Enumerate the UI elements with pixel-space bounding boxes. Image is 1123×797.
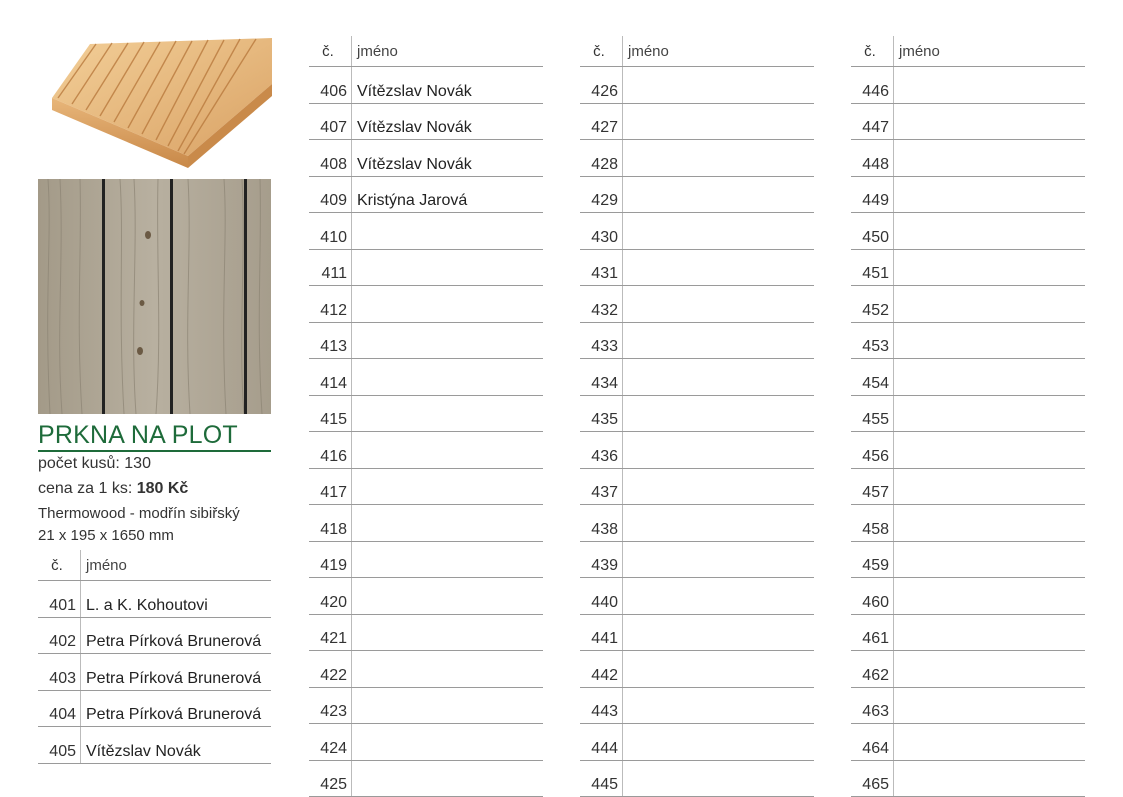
row-name [894,176,1086,213]
table-row [580,322,814,359]
row-name [894,687,1086,724]
row-number: 462 [851,651,894,688]
row-number: 422 [309,651,352,688]
table-row [309,541,543,578]
row-name [623,249,815,286]
row-number: 444 [580,724,623,761]
table-row [580,468,814,505]
table-row [309,614,543,651]
row-number: 437 [580,468,623,505]
table-row [309,395,543,432]
row-name [352,322,544,359]
row-name [352,432,544,469]
table-row [580,724,814,761]
row-number: 431 [580,249,623,286]
table-row [580,249,814,286]
table-row [851,432,1085,469]
row-name [623,176,815,213]
table-row [851,322,1085,359]
table-row [851,541,1085,578]
table-row [309,687,543,724]
row-number: 443 [580,687,623,724]
row-number: 417 [309,468,352,505]
header-num: č. [851,36,894,67]
row-number: 451 [851,249,894,286]
table-row [309,724,543,761]
table-row [580,651,814,688]
row-number: 446 [851,67,894,104]
row-name: Vítězslav Novák [81,727,272,764]
row-number: 433 [580,322,623,359]
table-row [580,614,814,651]
table-row [851,359,1085,396]
table-row [580,578,814,615]
row-number: 461 [851,614,894,651]
row-number: 402 [38,617,81,654]
table-row [851,103,1085,140]
table-row [580,176,814,213]
row-number: 432 [580,286,623,323]
plank-texture-image [38,179,271,414]
row-number: 464 [851,724,894,761]
row-name [894,505,1086,542]
row-name [623,687,815,724]
table-row [309,760,543,797]
header-name: jméno [352,36,544,67]
row-number: 410 [309,213,352,250]
row-number: 458 [851,505,894,542]
row-number: 455 [851,395,894,432]
table-row [580,140,814,177]
row-name [623,140,815,177]
row-name [352,213,544,250]
row-number: 454 [851,359,894,396]
table-row [38,654,271,691]
header-name: jméno [81,550,272,581]
row-number: 459 [851,541,894,578]
table-row [309,103,543,140]
row-number: 414 [309,359,352,396]
row-number: 426 [580,67,623,104]
row-name [894,395,1086,432]
piece-count: počet kusů: 130 [38,455,151,472]
table-row [309,67,543,104]
table-row [851,724,1085,761]
row-name [623,359,815,396]
row-name [352,651,544,688]
table-row [851,286,1085,323]
row-name [623,103,815,140]
row-name [623,286,815,323]
table-row [580,395,814,432]
table-row [580,213,814,250]
table-row [851,213,1085,250]
row-number: 425 [309,760,352,797]
row-number: 439 [580,541,623,578]
table-row [309,140,543,177]
row-number: 419 [309,541,352,578]
row-name [894,213,1086,250]
row-number: 450 [851,213,894,250]
table-row [580,505,814,542]
price-value: 180 Kč [136,480,189,497]
donor-table-1 [38,550,271,764]
row-name [623,541,815,578]
row-number: 465 [851,760,894,797]
row-name [623,505,815,542]
row-name: Vítězslav Novák [352,140,544,177]
row-number: 418 [309,505,352,542]
table-row [38,690,271,727]
row-name: L. a K. Kohoutovi [81,581,272,618]
row-name [352,687,544,724]
donor-table-3 [580,36,814,797]
table-row [851,140,1085,177]
row-number: 409 [309,176,352,213]
row-name [894,103,1086,140]
row-number: 445 [580,760,623,797]
row-name [352,505,544,542]
row-number: 457 [851,468,894,505]
row-name [623,724,815,761]
donor-table-2 [309,36,543,797]
row-name: Vítězslav Novák [352,67,544,104]
table-row [851,249,1085,286]
row-number: 460 [851,578,894,615]
row-name: Petra Pírková Brunerová [81,690,272,727]
header-name: jméno [894,36,1086,67]
row-name [894,614,1086,651]
row-name [623,651,815,688]
row-number: 463 [851,687,894,724]
table-row [580,286,814,323]
row-name [894,432,1086,469]
row-number: 428 [580,140,623,177]
price-label: cena za 1 ks: [38,480,137,497]
row-name: Petra Pírková Brunerová [81,654,272,691]
table-row [851,578,1085,615]
row-number: 406 [309,67,352,104]
donor-table-4 [851,36,1085,797]
row-number: 411 [309,249,352,286]
row-number: 401 [38,581,81,618]
row-name [352,724,544,761]
product-title: PRKNA NA PLOT [38,421,238,449]
header-num: č. [580,36,623,67]
row-number: 442 [580,651,623,688]
row-name [894,286,1086,323]
table-row [851,614,1085,651]
row-name [352,578,544,615]
row-number: 429 [580,176,623,213]
row-number: 436 [580,432,623,469]
row-number: 408 [309,140,352,177]
table-row [309,578,543,615]
table-row [851,67,1085,104]
row-number: 452 [851,286,894,323]
row-number: 430 [580,213,623,250]
table-row [309,505,543,542]
table-row [851,687,1085,724]
row-name [352,468,544,505]
row-name [894,140,1086,177]
table-row [851,505,1085,542]
row-number: 438 [580,505,623,542]
row-number: 427 [580,103,623,140]
row-name [894,359,1086,396]
row-name [623,432,815,469]
table-row [580,432,814,469]
table-row [309,359,543,396]
title-divider [38,450,271,452]
row-name: Petra Pírková Brunerová [81,617,272,654]
material-line: Thermowood - modřín sibiřský [38,505,240,522]
table-row [580,760,814,797]
row-number: 434 [580,359,623,396]
table-row [309,176,543,213]
row-name [894,651,1086,688]
row-number: 449 [851,176,894,213]
row-number: 420 [309,578,352,615]
row-number: 453 [851,322,894,359]
row-name [894,541,1086,578]
row-number: 416 [309,432,352,469]
table-row [580,541,814,578]
table-row [580,103,814,140]
row-name: Vítězslav Novák [352,103,544,140]
table-row [309,322,543,359]
header-name: jméno [623,36,815,67]
table-row [38,581,271,618]
row-number: 403 [38,654,81,691]
table-row [580,687,814,724]
row-name [623,468,815,505]
row-name [352,395,544,432]
row-name [352,286,544,323]
row-name [352,359,544,396]
row-name [623,67,815,104]
table-row [38,617,271,654]
row-name [352,760,544,797]
table-row [851,760,1085,797]
row-number: 421 [309,614,352,651]
table-row [38,727,271,764]
header-num: č. [309,36,352,67]
dimensions-line: 21 x 195 x 1650 mm [38,527,174,544]
price-line [38,480,188,498]
row-number: 448 [851,140,894,177]
row-name [623,578,815,615]
row-number: 456 [851,432,894,469]
row-name [352,541,544,578]
table-row [309,468,543,505]
table-row [851,651,1085,688]
row-number: 413 [309,322,352,359]
row-number: 404 [38,690,81,727]
table-row [309,249,543,286]
row-number: 441 [580,614,623,651]
header-num: č. [38,550,81,581]
row-name [623,322,815,359]
table-row [309,651,543,688]
row-name [623,614,815,651]
row-name: Kristýna Jarová [352,176,544,213]
row-name [894,578,1086,615]
row-number: 407 [309,103,352,140]
table-row [851,468,1085,505]
row-name [894,724,1086,761]
table-row [309,213,543,250]
row-number: 440 [580,578,623,615]
row-number: 405 [38,727,81,764]
table-row [309,286,543,323]
row-name [623,213,815,250]
table-row [580,359,814,396]
table-row [580,67,814,104]
table-row [851,395,1085,432]
row-number: 424 [309,724,352,761]
row-number: 423 [309,687,352,724]
row-name [352,249,544,286]
row-name [623,395,815,432]
row-number: 412 [309,286,352,323]
row-number: 415 [309,395,352,432]
row-name [894,760,1086,797]
row-number: 447 [851,103,894,140]
row-name [894,322,1086,359]
row-name [894,67,1086,104]
row-number: 435 [580,395,623,432]
row-name [352,614,544,651]
row-name [894,468,1086,505]
table-row [309,432,543,469]
row-name [894,249,1086,286]
plank-profile-image [38,36,272,168]
table-row [851,176,1085,213]
row-name [623,760,815,797]
